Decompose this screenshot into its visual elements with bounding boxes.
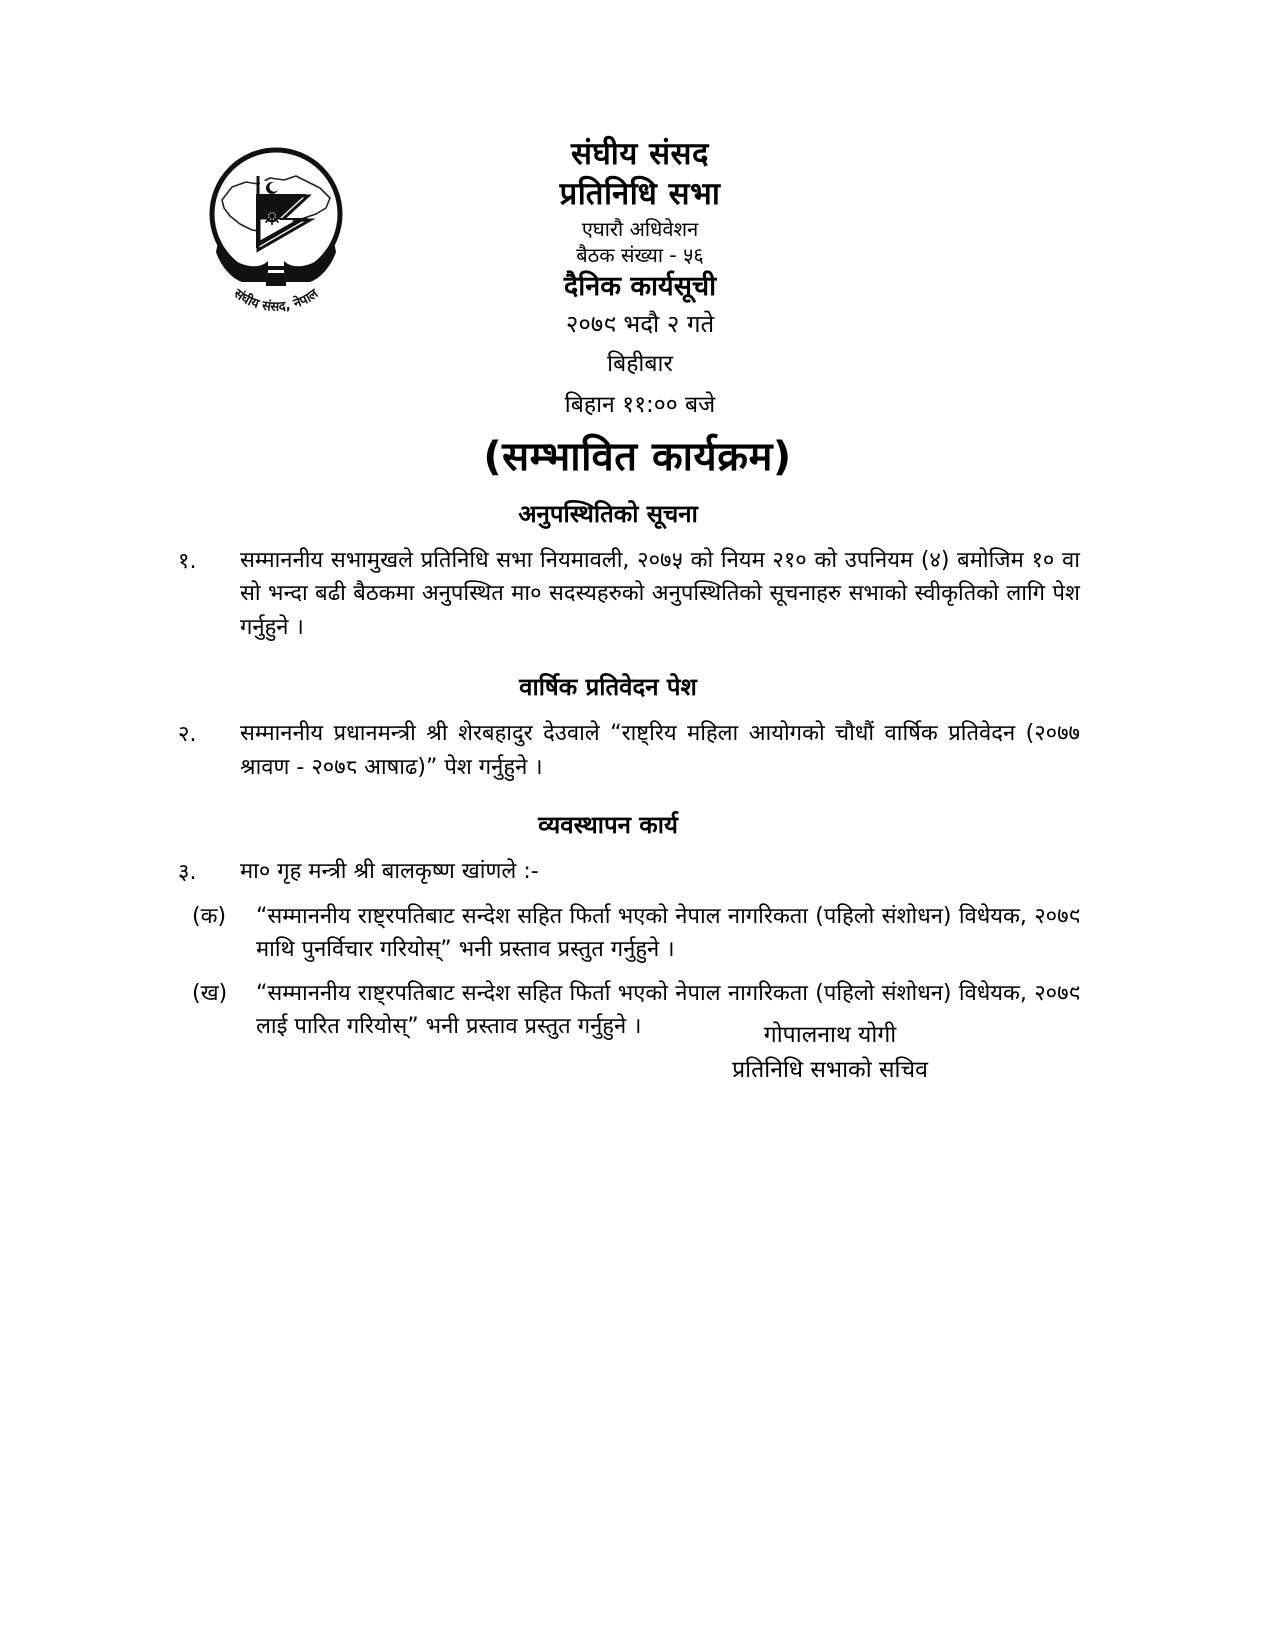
agenda-body bbox=[178, 497, 1098, 1043]
section-heading-1: अनुपस्थितिको सूचना bbox=[518, 500, 698, 528]
emblem-caption: संघीय संसद, नेपाल bbox=[230, 286, 322, 315]
agenda-item-3-text: मा० गृह मन्त्री श्री बालकृष्ण खांणले :- bbox=[240, 859, 539, 885]
agenda-item-1 bbox=[178, 544, 1098, 644]
agenda-date: २०७९ भदौ २ गते bbox=[565, 310, 715, 339]
document-header bbox=[330, 136, 950, 419]
agenda-subitem-kha-number: (ख) bbox=[192, 980, 228, 1006]
agenda-item-3 bbox=[178, 855, 1098, 889]
house-name: प्रतिनिधि सभा bbox=[559, 175, 721, 212]
svg-text:संघीय संसद, नेपाल bbox=[230, 285, 322, 315]
agenda-time: बिहान ११:०० बजे bbox=[564, 391, 716, 418]
sitting-number: बैठक संख्या - ५६ bbox=[576, 242, 704, 267]
agenda-subitem-ka-number: (क) bbox=[192, 903, 227, 929]
session-label: एघारौ अधिवेशन bbox=[581, 217, 699, 242]
signature-block bbox=[620, 1018, 1040, 1087]
agenda-subitem-ka bbox=[178, 900, 1098, 967]
agenda-label: दैनिक कार्यसूची bbox=[563, 271, 717, 303]
section-heading-3: व्यवस्थापन कार्य bbox=[538, 811, 678, 840]
signatory-name: गोपालनाथ योगी bbox=[763, 1022, 897, 1048]
agenda-item-2-text: सम्माननीय प्रधानमन्त्री श्री शेरबहादुर देउवाले “राष्ट्रिय महिला आयोगको चौधौं वार्षिक प्रतिवेदन (२०७७ श्रावण - २०७८ आषाढ)” पेश गर्नुहुने । bbox=[240, 721, 1080, 780]
agenda-subitem-kha-text: “सम्माननीय राष्ट्रपतिबाट सन्देश सहित फिर्ता भएको नेपाल नागरिकता (पहिलो संशोधन) विधेयक, २०७९ लाई पारित गरियोस्” भनी प्रस्ताव प्रस्तुत गर्नुहुने । bbox=[256, 980, 1080, 1039]
agenda-item-1-number: १. bbox=[178, 549, 197, 574]
agenda-item-3-number: ३. bbox=[178, 860, 197, 886]
agenda-day: बिहीबार bbox=[607, 350, 673, 377]
page-title: (सम्भावित कार्यक्रम) bbox=[483, 434, 792, 480]
agenda-item-2-number: २. bbox=[178, 722, 197, 748]
institution-name: संघीय संसद bbox=[571, 136, 709, 172]
agenda-subitem-ka-text: “सम्माननीय राष्ट्रपतिबाट सन्देश सहित फिर्ता भएको नेपाल नागरिकता (पहिलो संशोधन) विधेयक, २०७९ माथि पुनर्विचार गरियोस्” भनी प्रस्ताव प्रस्तुत गर्नुहुने । bbox=[256, 903, 1080, 963]
signatory-title: प्रतिनिधि सभाको सचिव bbox=[732, 1056, 928, 1083]
section-heading-2: वार्षिक प्रतिवेदन पेश bbox=[519, 673, 697, 702]
agenda-item-1-text: सम्माननीय सभामुखले प्रतिनिधि सभा नियमावली, २०७५ को नियम २१० को उपनियम (४) बमोजिम १० वा सो भन्दा बढी बैठकमा अनुपस्थित मा० सदस्यहरुको अनुपस्थितिको सूचनाहरु सभाको स्वीकृतिको लागि पेश गर्नुहुने । bbox=[240, 548, 1080, 640]
agenda-item-2 bbox=[178, 717, 1098, 784]
